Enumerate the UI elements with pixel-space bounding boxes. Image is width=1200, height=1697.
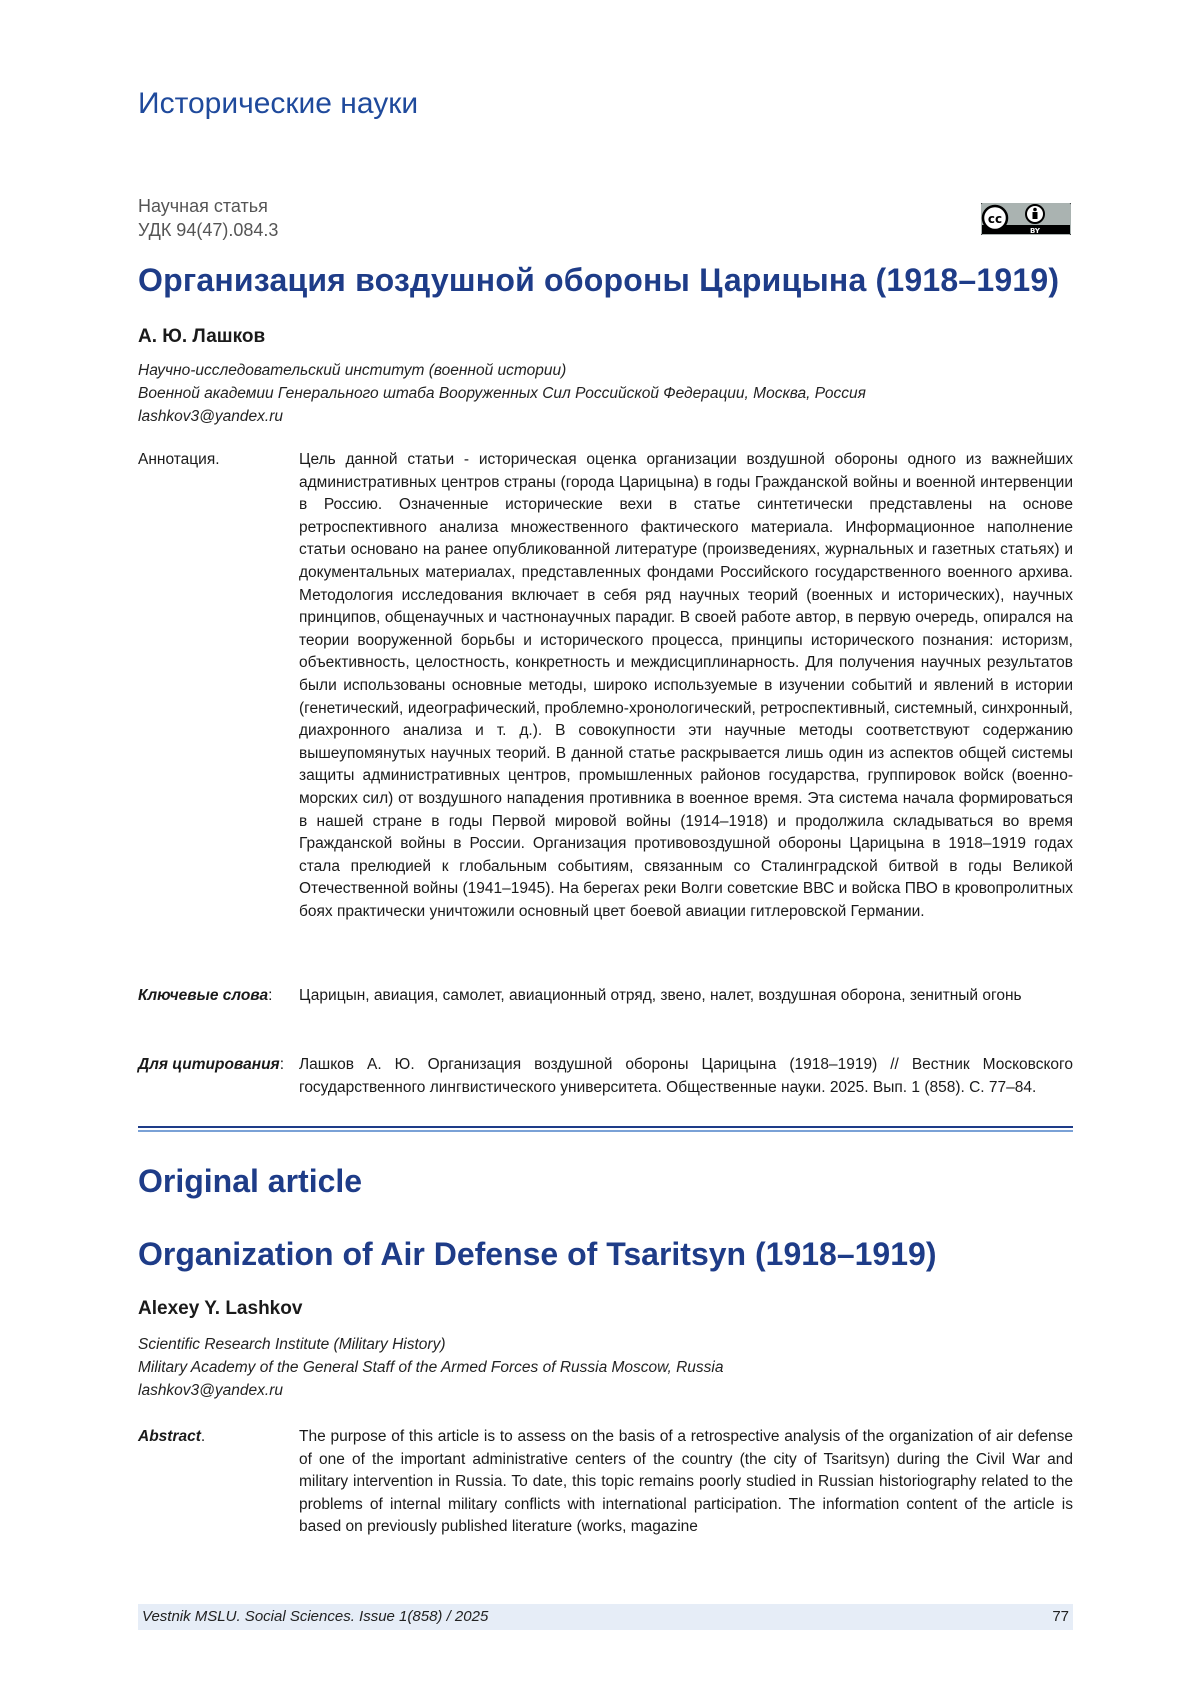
author-name-en: Alexey Y. Lashkov <box>138 1298 302 1320</box>
page-footer <box>138 1604 1073 1630</box>
journal-name: Vestnik MSLU. Social Sciences. Issue 1(858) / 2025 <box>142 1608 488 1625</box>
article-type: Научная статья <box>138 194 278 218</box>
abstract-text-en: The purpose of this article is to assess on the basis of a retrospective analysis of the organization of air defense of one of the important administrative centers of the country (the city of Tsaritsyn) during the Civil War and military intervention in Russia. To date, this topic remains poorly studied in Russian historiography related to the problems of internal military conflicts with international participation. The information content of the article is based on previously published literature (works, magazine <box>299 1426 1073 1539</box>
cc-by-label: BY <box>1030 227 1041 235</box>
divider <box>138 1126 1073 1128</box>
affiliation-en <box>138 1333 724 1402</box>
article-title-en: Organization of Air Defense of Tsaritsyn (1918–1919) <box>138 1236 936 1273</box>
affiliation-line: Научно-исследовательский институт (военной истории) <box>138 359 866 382</box>
author-email[interactable]: lashkov3@yandex.ru <box>138 1379 724 1402</box>
keywords-text-ru: Царицын, авиация, самолет, авиационный отряд, звено, налет, воздушная оборона, зенитный огонь <box>299 985 1073 1008</box>
udc-code: УДК 94(47).084.3 <box>138 218 278 242</box>
citation-text-ru: Лашков А. Ю. Организация воздушной обороны Царицына (1918–1919) // Вестник Московского государственного лингвистического университета. Общественные науки. 2025. Вып. 1 (858). С. 77–84. <box>299 1054 1073 1099</box>
page-number: 77 <box>1052 1608 1069 1625</box>
svg-text:cc: cc <box>988 212 1002 226</box>
author-name-ru: А. Ю. Лашков <box>138 326 265 348</box>
affiliation-line: Военной академии Генерального штаба Вооруженных Сил Российской Федерации, Москва, Россия <box>138 382 866 405</box>
section-heading: Исторические науки <box>138 87 418 121</box>
author-email[interactable]: lashkov3@yandex.ru <box>138 405 866 428</box>
citation-label-ru: Для цитирования: <box>138 1054 284 1077</box>
affiliation-line: Scientific Research Institute (Military History) <box>138 1333 724 1356</box>
article-type-en: Original article <box>138 1163 362 1200</box>
affiliation-ru <box>138 359 866 428</box>
article-title-ru: Организация воздушной обороны Царицына (1918–1919) <box>138 262 1059 299</box>
abstract-label-en: Abstract. <box>138 1426 205 1449</box>
abstract-text-ru: Цель данной статьи - историческая оценка организации воздушной обороны одного из важнейших административных центров страны (города Царицына) в годы Гражданской войны и военной интервенции в Россию. Означенные исторические вехи в статье синтетически представлены на основе ретроспективного анализа множественного фактического материала. Информационное наполнение статьи основано на ранее опубликованной литературе (произведениях, журнальных и газетных статьях) и документальных материалах, представленных фондами Российского государственного военного архива. Методология исследования включает в себя ряд научных теорий (военных и исторических), научных принципов, общенаучных и частнонаучных парадиг. В своей работе автор, в первую очередь, опирался на теории вооруженной борьбы и исторического процесса, принципы исторического познания: историзм, объективность, целостность, конкретность и междисциплинарность. Для получения научных результатов были использованы основные методы, широко используемые в изучении событий и явлений в истории (генетический, идеографический, проблемно-хронологический, ретроспективный, системный, синхронный, диахронного анализа и т. д.). В совокупности эти научные методы соответствуют содержанию вышеупомянутых научных теорий. В данной статье раскрывается лишь один из аспектов общей системы защиты административных центров, промышленных районов государства, группировок войск (военно-морских сил) от воздушного нападения противника в военное время. Эта система начала формироваться в нашей стране в годы Первой мировой войны (1914–1918) и продолжила складываться во время Гражданской войны в России. Организация противовоздушной обороны Царицына в 1918–1919 годах стала прелюдией к глобальным событиям, связанным со Сталинградской битвой в годы Великой Отечественной войны (1941–1945). На берегах реки Волги советские ВВС и войска ПВО в кровопролитных боях практически уничтожили основный цвет боевой авиации гитлеровской Германии. <box>299 449 1073 923</box>
cc-by-icon <box>981 203 1071 235</box>
abstract-label-ru: Аннотация. <box>138 449 220 472</box>
keywords-label-ru: Ключевые слова: <box>138 985 272 1008</box>
article-meta <box>138 194 278 242</box>
divider <box>138 1130 1073 1132</box>
affiliation-line: Military Academy of the General Staff of the Armed Forces of Russia Moscow, Russia <box>138 1356 724 1379</box>
